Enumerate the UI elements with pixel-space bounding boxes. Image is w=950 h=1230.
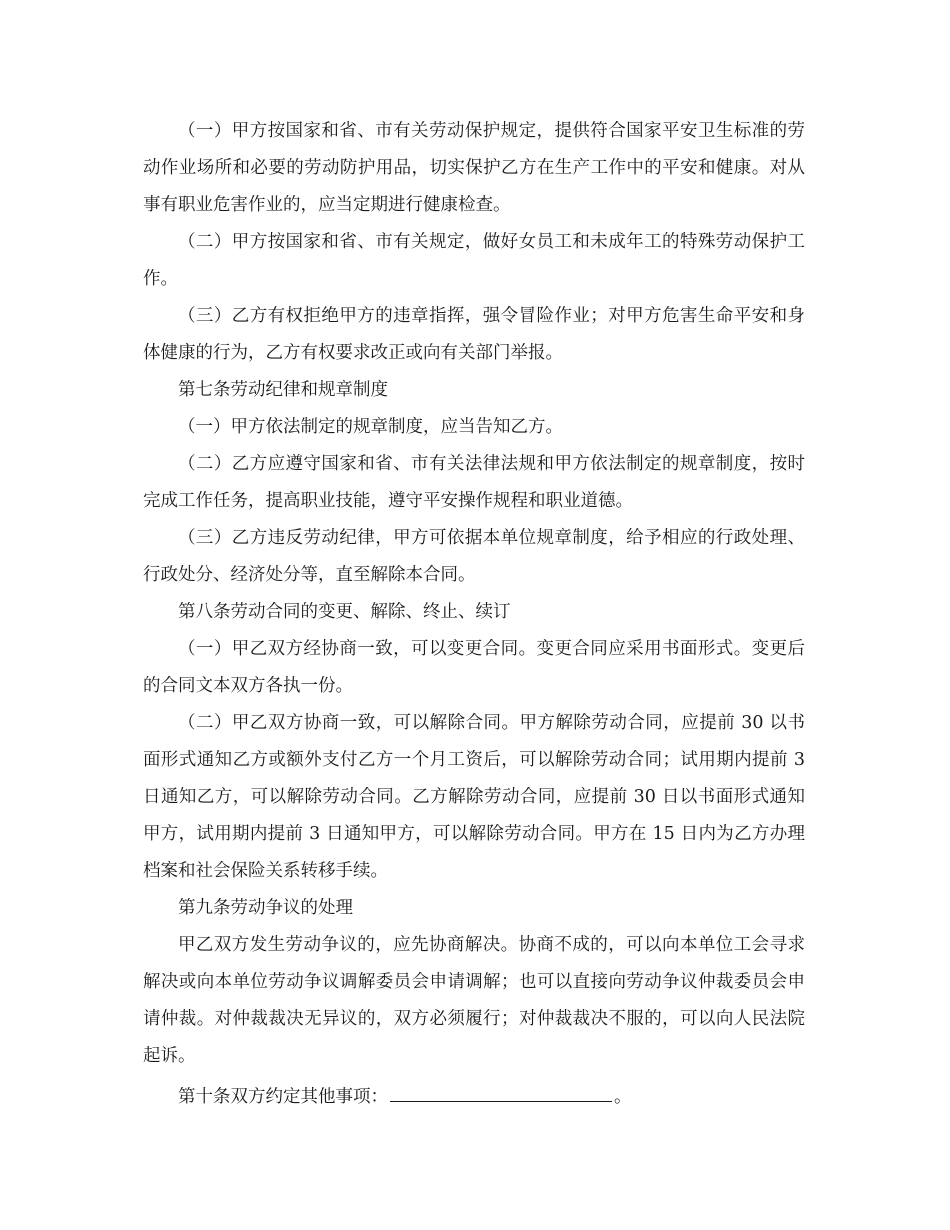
- article-10-end-mark: 。: [614, 1087, 632, 1107]
- fill-in-blank[interactable]: [390, 1075, 612, 1102]
- article-10-label: 第十条双方约定其他事项：: [178, 1087, 388, 1107]
- clause-paragraph: 甲乙双方发生劳动争议的，应先协商解决。协商不成的，可以向本单位工会寻求解决或向本单位劳动争议调解委员会申请调解；也可以直接向劳动争议仲裁委员会申请仲裁。对仲裁裁决无异议的，双方必须履行；对仲裁裁决不服的，可以向人民法院起诉。: [143, 935, 805, 1066]
- document-body: [143, 113, 805, 1116]
- article-10-line: [143, 1075, 805, 1116]
- clause-paragraph: （二）甲乙双方协商一致，可以解除合同。甲方解除劳动合同，应提前 30 以书面形式通知乙方或额外支付乙方一个月工资后，可以解除劳动合同；试用期内提前 3 日通知乙方，可以解除劳动合同。乙方解除劳动合同，应提前 30 日以书面形式通知甲方，试用期内提前 3 日通知甲方，可以解除劳动合同。甲方在 15 日内为乙方办理档案和社会保险关系转移手续。: [143, 713, 805, 881]
- clause-paragraph: （二）乙方应遵守国家和省、市有关法律法规和甲方依法制定的规章制度，按时完成工作任务，提高职业技能，遵守平安操作规程和职业道德。: [143, 454, 805, 511]
- clause-paragraph: （一）甲方按国家和省、市有关劳动保护规定，提供符合国家平安卫生标准的劳动作业场所和必要的劳动防护用品，切实保护乙方在生产工作中的平安和健康。对从事有职业危害作业的，应当定期进行健康检查。: [143, 121, 805, 215]
- article-heading: 第八条劳动合同的变更、解除、终止、续订: [178, 602, 511, 622]
- article-heading: 第九条劳动争议的处理: [178, 898, 353, 918]
- clause-paragraph: （二）甲方按国家和省、市有关规定，做好女员工和未成年工的特殊劳动保护工作。: [143, 232, 805, 289]
- clause-paragraph: （一）甲方依法制定的规章制度，应当告知乙方。: [178, 417, 563, 437]
- clause-paragraph: （三）乙方有权拒绝甲方的违章指挥，强令冒险作业；对甲方危害生命平安和身体健康的行为，乙方有权要求改正或向有关部门举报。: [143, 306, 805, 363]
- clause-paragraph: （一）甲乙双方经协商一致，可以变更合同。变更合同应采用书面形式。变更后的合同文本双方各执一份。: [143, 639, 805, 696]
- clause-paragraph: （三）乙方违反劳动纪律，甲方可依据本单位规章制度，给予相应的行政处理、行政处分、经济处分等，直至解除本合同。: [143, 528, 805, 585]
- article-heading: 第七条劳动纪律和规章制度: [178, 380, 388, 400]
